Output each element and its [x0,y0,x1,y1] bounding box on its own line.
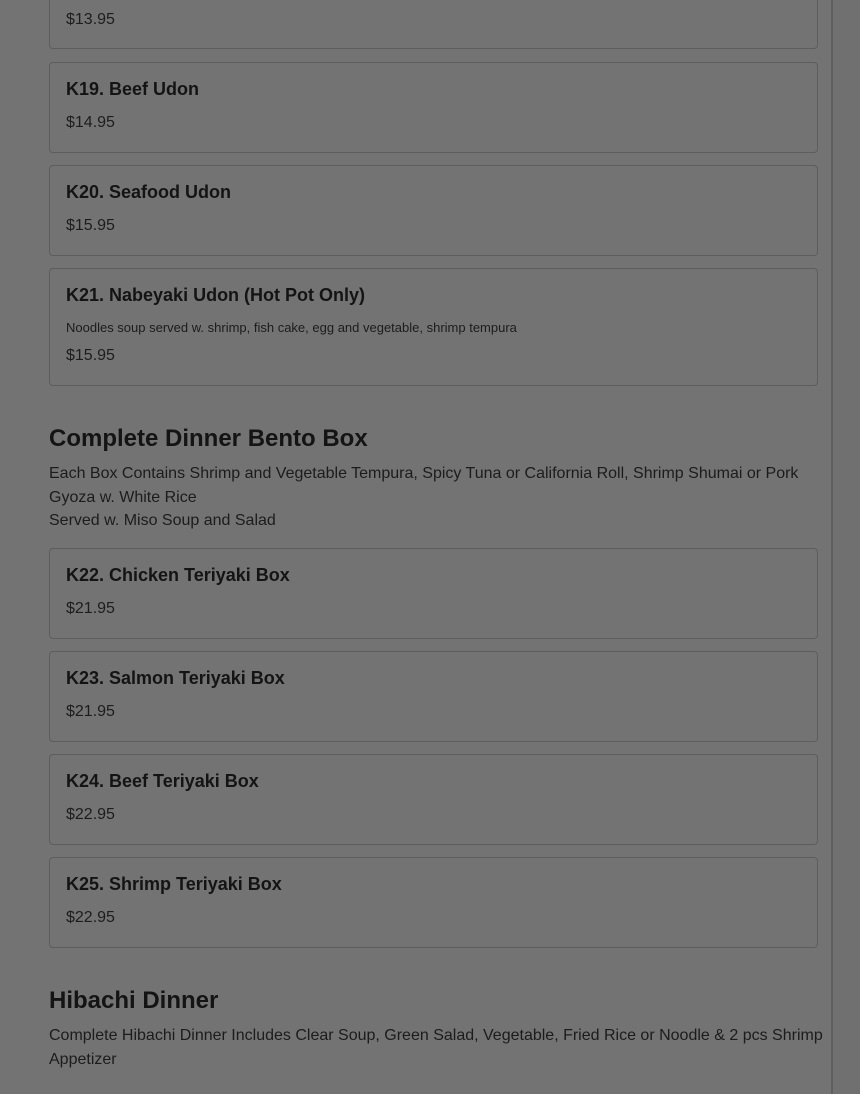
item-price: $14.95 [66,114,115,131]
item-price: $15.95 [66,217,115,234]
item-description: Noodles soup served w. shrimp, fish cake, egg and vegetable, shrimp tempura [66,320,517,335]
section-description-bento [49,462,824,533]
item-price: $21.95 [66,703,115,720]
section-description-line: Served w. Miso Soup and Salad [49,512,276,529]
item-title: K21. Nabeyaki Udon (Hot Pot Only) [66,285,366,305]
item-price: $22.95 [66,909,115,926]
item-price: $21.95 [66,600,115,617]
scrollbar-track[interactable] [833,0,860,1094]
section-description-hibachi: Complete Hibachi Dinner Includes Clear Soup, Green Salad, Vegetable, Fried Rice or Noodle & 2 pcs Shrimp Appetizer [49,1027,823,1068]
menu-item-card[interactable] [49,857,818,948]
item-price: $15.95 [66,347,115,364]
menu-item-card[interactable] [49,651,818,742]
menu-item-card[interactable] [49,165,818,256]
item-title: K20. Seafood Udon [66,182,232,202]
item-title: K19. Beef Udon [66,79,200,99]
menu-item-card[interactable] [49,754,818,845]
section-description-line: Each Box Contains Shrimp and Vegetable Tempura, Spicy Tuna or California Roll, Shrimp Shumai or Pork Gyoza w. White Rice [49,465,799,506]
item-price: $22.95 [66,806,115,823]
menu-item-card[interactable] [49,548,818,639]
item-title: K22. Chicken Teriyaki Box [66,565,290,585]
menu-item-card[interactable] [49,268,818,386]
menu-item-card[interactable] [49,62,818,153]
section-title-bento: Complete Dinner Bento Box [49,425,368,452]
item-title: K25. Shrimp Teriyaki Box [66,874,282,894]
menu-item-card[interactable] [49,0,818,49]
item-title: K23. Salmon Teriyaki Box [66,668,285,688]
section-title-hibachi: Hibachi Dinner [49,987,219,1014]
item-price: $13.95 [66,11,115,28]
item-title: K24. Beef Teriyaki Box [66,771,259,791]
